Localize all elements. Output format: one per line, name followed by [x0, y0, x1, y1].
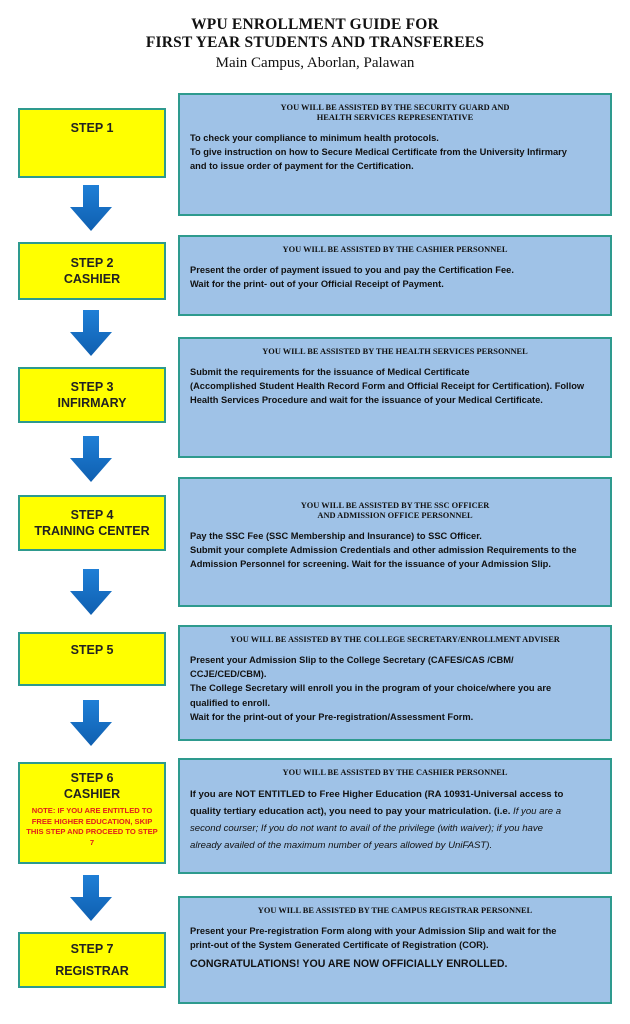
step-2-office: CASHIER [63, 272, 121, 286]
step-2-box [18, 242, 166, 300]
step-3-label: STEP 3 [70, 380, 114, 394]
guide-title-line2: FIRST YEAR STUDENTS AND TRANSFEREES [145, 34, 485, 51]
step-3-instructions: Submit the requirements for the issuance of Medical Certificate (Accomplished Student Health Record Form and Official Receipt for Certification). Follow Health Services Procedure and wait for the issuance of your Medical Certificate. [190, 367, 585, 406]
step-6-office: CASHIER [63, 787, 121, 801]
step-5-label: STEP 5 [70, 643, 114, 657]
down-arrow-icon [68, 567, 114, 617]
step-7-box [18, 932, 166, 988]
step-6-label: STEP 6 [70, 771, 114, 785]
step-1-box [18, 108, 166, 178]
step-7-assist-heading: YOU WILL BE ASSISTED BY THE CAMPUS REGISTRAR PERSONNEL [257, 906, 533, 915]
step-6-skip-note: NOTE: IF YOU ARE ENTITLED TO FREE HIGHER EDUCATION, SKIP THIS STEP AND PROCEED TO STEP 7 [26, 806, 158, 847]
step-4-label: STEP 4 [70, 508, 114, 522]
step-3-info-box [178, 337, 612, 458]
step-6-assist-heading: YOU WILL BE ASSISTED BY THE CASHIER PERSONNEL [282, 768, 508, 777]
step-5-assist-heading: YOU WILL BE ASSISTED BY THE COLLEGE SECRETARY/ENROLLMENT ADVISER [230, 635, 560, 644]
step-4-box [18, 495, 166, 551]
guide-title-line1: WPU ENROLLMENT GUIDE FOR [191, 16, 439, 33]
step-3-office: INFIRMARY [57, 396, 127, 410]
step-5-box [18, 632, 166, 686]
step-4-office: TRAINING CENTER [34, 524, 150, 538]
campus-subtitle: Main Campus, Aborlan, Palawan [215, 55, 415, 71]
step-7-instructions: Present your Pre-registration Form along with your Admission Slip and wait for the print-out of the System Generated Certificate of Registration (COR). [190, 926, 557, 951]
step-4-instructions: Pay the SSC Fee (SSC Membership and Insurance) to SSC Officer. Submit your complete Admission Credentials and other admission Requirements to the Admission Personnel for screening. Wait for the issuance of your Admission Slip. [190, 531, 577, 570]
step-3-assist-heading: YOU WILL BE ASSISTED BY THE HEALTH SERVICES PERSONNEL [262, 347, 528, 356]
step-1-assist-heading: YOU WILL BE ASSISTED BY THE SECURITY GUARD AND HEALTH SERVICES REPRESENTATIVE [280, 103, 510, 122]
down-arrow-icon [68, 872, 114, 924]
step-4-assist-heading: YOU WILL BE ASSISTED BY THE SSC OFFICER AND ADMISSION OFFICE PERSONNEL [300, 501, 490, 520]
step-7-info-box [178, 896, 612, 1004]
enrollment-congratulations: CONGRATULATIONS! YOU ARE NOW OFFICIALLY ENROLLED. [190, 958, 508, 971]
step-2-assist-heading: YOU WILL BE ASSISTED BY THE CASHIER PERSONNEL [282, 245, 508, 254]
step-4-info-box [178, 477, 612, 607]
down-arrow-icon [68, 436, 114, 482]
step-2-instructions: Present the order of payment issued to you and pay the Certification Fee. Wait for the print- out of your Official Receipt of Payment. [190, 265, 514, 290]
step-5-instructions: Present your Admission Slip to the College Secretary (CAFES/CAS /CBM/ CCJE/CED/CBM). The College Secretary will enroll you in the program of your choice/where you are qualified to enroll. Wait for the print-out of your Pre-registration/Assessment Form. [190, 655, 552, 722]
step-6-info-box [178, 758, 612, 874]
step-6-box [18, 762, 166, 864]
step-2-info-box [178, 235, 612, 316]
step-1-info-box [178, 93, 612, 216]
down-arrow-icon [68, 185, 114, 231]
step-7-label: STEP 7 [70, 942, 114, 956]
down-arrow-icon [68, 697, 114, 749]
down-arrow-icon [68, 310, 114, 356]
step-5-info-box [178, 625, 612, 741]
step-1-instructions: To check your compliance to minimum health protocols. To give instruction on how to Secure Medical Certificate from the University Infirmary and to issue order of payment for the Certification. [190, 133, 567, 172]
step-1-label: STEP 1 [70, 121, 114, 135]
step-2-label: STEP 2 [70, 256, 114, 270]
step-7-office: REGISTRAR [55, 964, 129, 978]
step-6-instructions: If you are NOT ENTITLED to Free Higher Education (RA 10931-Universal access to quality tertiary education act), you need to pay your matriculation. (i.e. If you are a second courser; If you do not want to avail of the privilege (with waiver); if you have already availed of the maximum number of years allowed by UniFAST). [190, 789, 564, 851]
step-3-box [18, 367, 166, 423]
